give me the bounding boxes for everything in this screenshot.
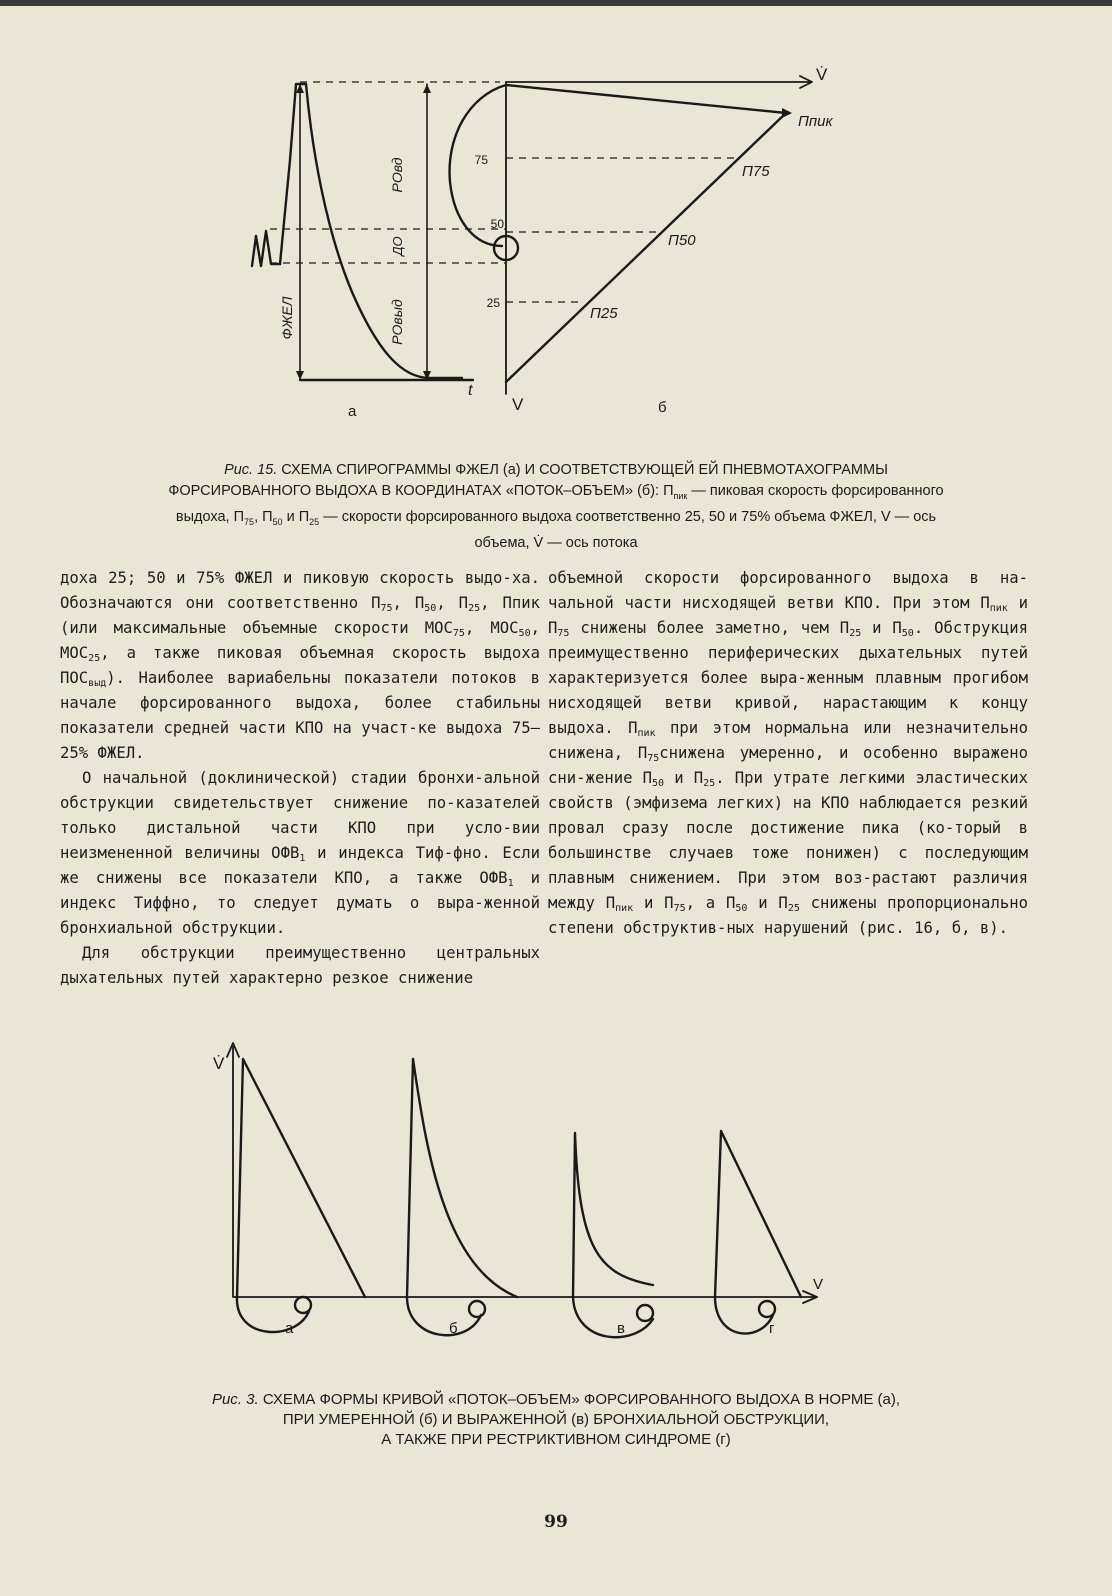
paragraph: объемной скорости форсированного выдоха в на-чальной части нисходящей ветви КПО. При этом $П_{пик}$ и $П_{75}$ снижены более заметно, чем $П_{25}$ и $П_{50}$. Обструкция преимущественно периферических дыхательных путей характеризуется более выра-женным плавным прогибом нисходящей ветви кривой, нарастающим к концу выдоха. $П_{пик}$ при этом нормальна или незначительно снижена, $П_{75}снижена$ умеренно, и особенно выражено сни-жение $П_{50}$ и $П_{25}$. При утрате легкими эластических свойств (эмфизема легких) на КПО наблюдается резкий провал сразу после достижение пика (ко-торый в большинстве случаев тоже понижен) с последующим плавным снижением. При этом воз-растают различия между $П_{пик}$ и $П_{75}$, а $П_{50}$ и $П_{25}$ снижены пропорционально степени обструктив-ных нарушений (рис. 16, б, в). xyxy=(548,569,1029,937)
loop-v xyxy=(637,1305,653,1321)
loop-a xyxy=(295,1297,311,1313)
page-number: 99 xyxy=(544,1512,568,1532)
curve-g-restrictive xyxy=(715,1131,801,1334)
figure-3 xyxy=(205,1035,855,1355)
arrow-mark xyxy=(296,371,304,380)
label-p50: П50 xyxy=(668,232,696,249)
label-p25: П25 xyxy=(590,305,618,322)
spirogram-tidal-wave xyxy=(252,231,280,266)
label-do: ДО xyxy=(390,236,405,256)
label-b: б xyxy=(658,399,667,416)
label-volume-axis: V xyxy=(512,395,524,414)
scan-top-edge xyxy=(0,0,1112,6)
label-volume-axis: V xyxy=(813,1276,824,1293)
tick-75: 75 xyxy=(474,153,488,167)
label-flow-axis: V̇ xyxy=(213,1054,225,1073)
spirogram-forced-curve xyxy=(280,84,462,378)
label-fzhel: ФЖЕЛ xyxy=(279,296,295,340)
label-v: в xyxy=(617,1320,625,1337)
label-a: а xyxy=(285,1320,294,1337)
label-t-axis: t xyxy=(468,382,473,399)
text-column-right xyxy=(548,566,1028,941)
label-p75: П75 xyxy=(742,163,770,180)
axis-arrowhead xyxy=(227,1043,817,1303)
label-b: б xyxy=(449,1320,458,1337)
tick-50: 50 xyxy=(490,217,504,231)
paragraph: Для обструкции преимущественно центральных дыхательных путей характерно резкое снижение xyxy=(60,944,540,987)
tick-25: 25 xyxy=(486,296,500,310)
figure-3-caption: Рис. 3. СХЕМА ФОРМЫ КРИВОЙ «ПОТОК–ОБЪЕМ» ФОРСИРОВАННОГО ВЫДОХА В НОРМЕ (а), ПРИ УМЕРЕННОЙ (б) И ВЫРАЖЕННОЙ (в) БРОНХИАЛЬНОЙ ОБСТРУКЦИИ, А ТАКЖЕ ПРИ РЕСТРИКТИВНОМ СИНДРОМЕ (г) xyxy=(211,1391,901,1448)
peak-marker xyxy=(782,108,792,118)
loop-b xyxy=(469,1301,485,1317)
text-column-left xyxy=(60,566,540,991)
flow-volume-loop-curve xyxy=(450,85,786,382)
paragraph: доха 25; 50 и 75% ФЖЕЛ и пиковую скорость выдо-ха. Обозначаются они соответственно $П_{75}$, $П_{50}$, $П_{25}$, Ппик (или максимальные объемные скорости $МОС_{75}$, $МОС_{50}$, $МОС_{25}$, а также пиковая объемная скорость выдоха $ПОС_{выд}$). Наиболее вариабельны показатели потоков в начале форсированного выдоха, более стабильны показатели средней части КПО на участ-ке выдоха 75–25% ФЖЕЛ. xyxy=(60,569,540,762)
flow-axis xyxy=(233,1047,817,1297)
paragraph: О начальной (доклинической) стадии бронхи-альной обструкции свидетельствует снижение по-казателей только дистальной части КПО при усло-вии неизмененной величины $ОФВ_1$ и индекса Тиф-фно. Если же снижены все показатели КПО, а также $ОФВ_1$ и индекс Тиффно, то следует думать о выра-женной бронхиальной обструкции. xyxy=(60,769,540,937)
figure-15 xyxy=(230,60,880,430)
label-rovd: РОвд xyxy=(389,157,405,193)
curve-a-norm xyxy=(237,1059,365,1332)
label-a: а xyxy=(348,403,357,420)
loop-g xyxy=(759,1301,775,1317)
curve-b-moderate xyxy=(407,1059,517,1335)
arrow-mark xyxy=(423,84,431,93)
label-g: г xyxy=(769,1320,775,1337)
label-flow-axis: V̇ xyxy=(816,65,828,84)
label-ppik: Ппик xyxy=(798,113,833,130)
label-rovyd: РОвыд xyxy=(389,299,405,345)
flow-axis-arrow xyxy=(506,76,812,88)
arrow-mark xyxy=(296,84,304,93)
figure-15-caption: Рис. 15. СХЕМА СПИРОГРАММЫ ФЖЕЛ (а) И СООТВЕТСТВУЮЩЕЙ ЕЙ ПНЕВМОТАХОГРАММЫ ФОРСИРОВАННОГО ВЫДОХА В КООРДИНАТАХ «ПОТОК–ОБЪЕМ» (б): $П_{пик}$ — пиковая скорость форсированного выдоха, $П_{75}$, $П_{50}$ и $П_{25}$ — скорости форсированного выдоха соответственно 25, 50 и 75% объема ФЖЕЛ, V — ось объема, V̇ — ось потока xyxy=(168,462,944,551)
